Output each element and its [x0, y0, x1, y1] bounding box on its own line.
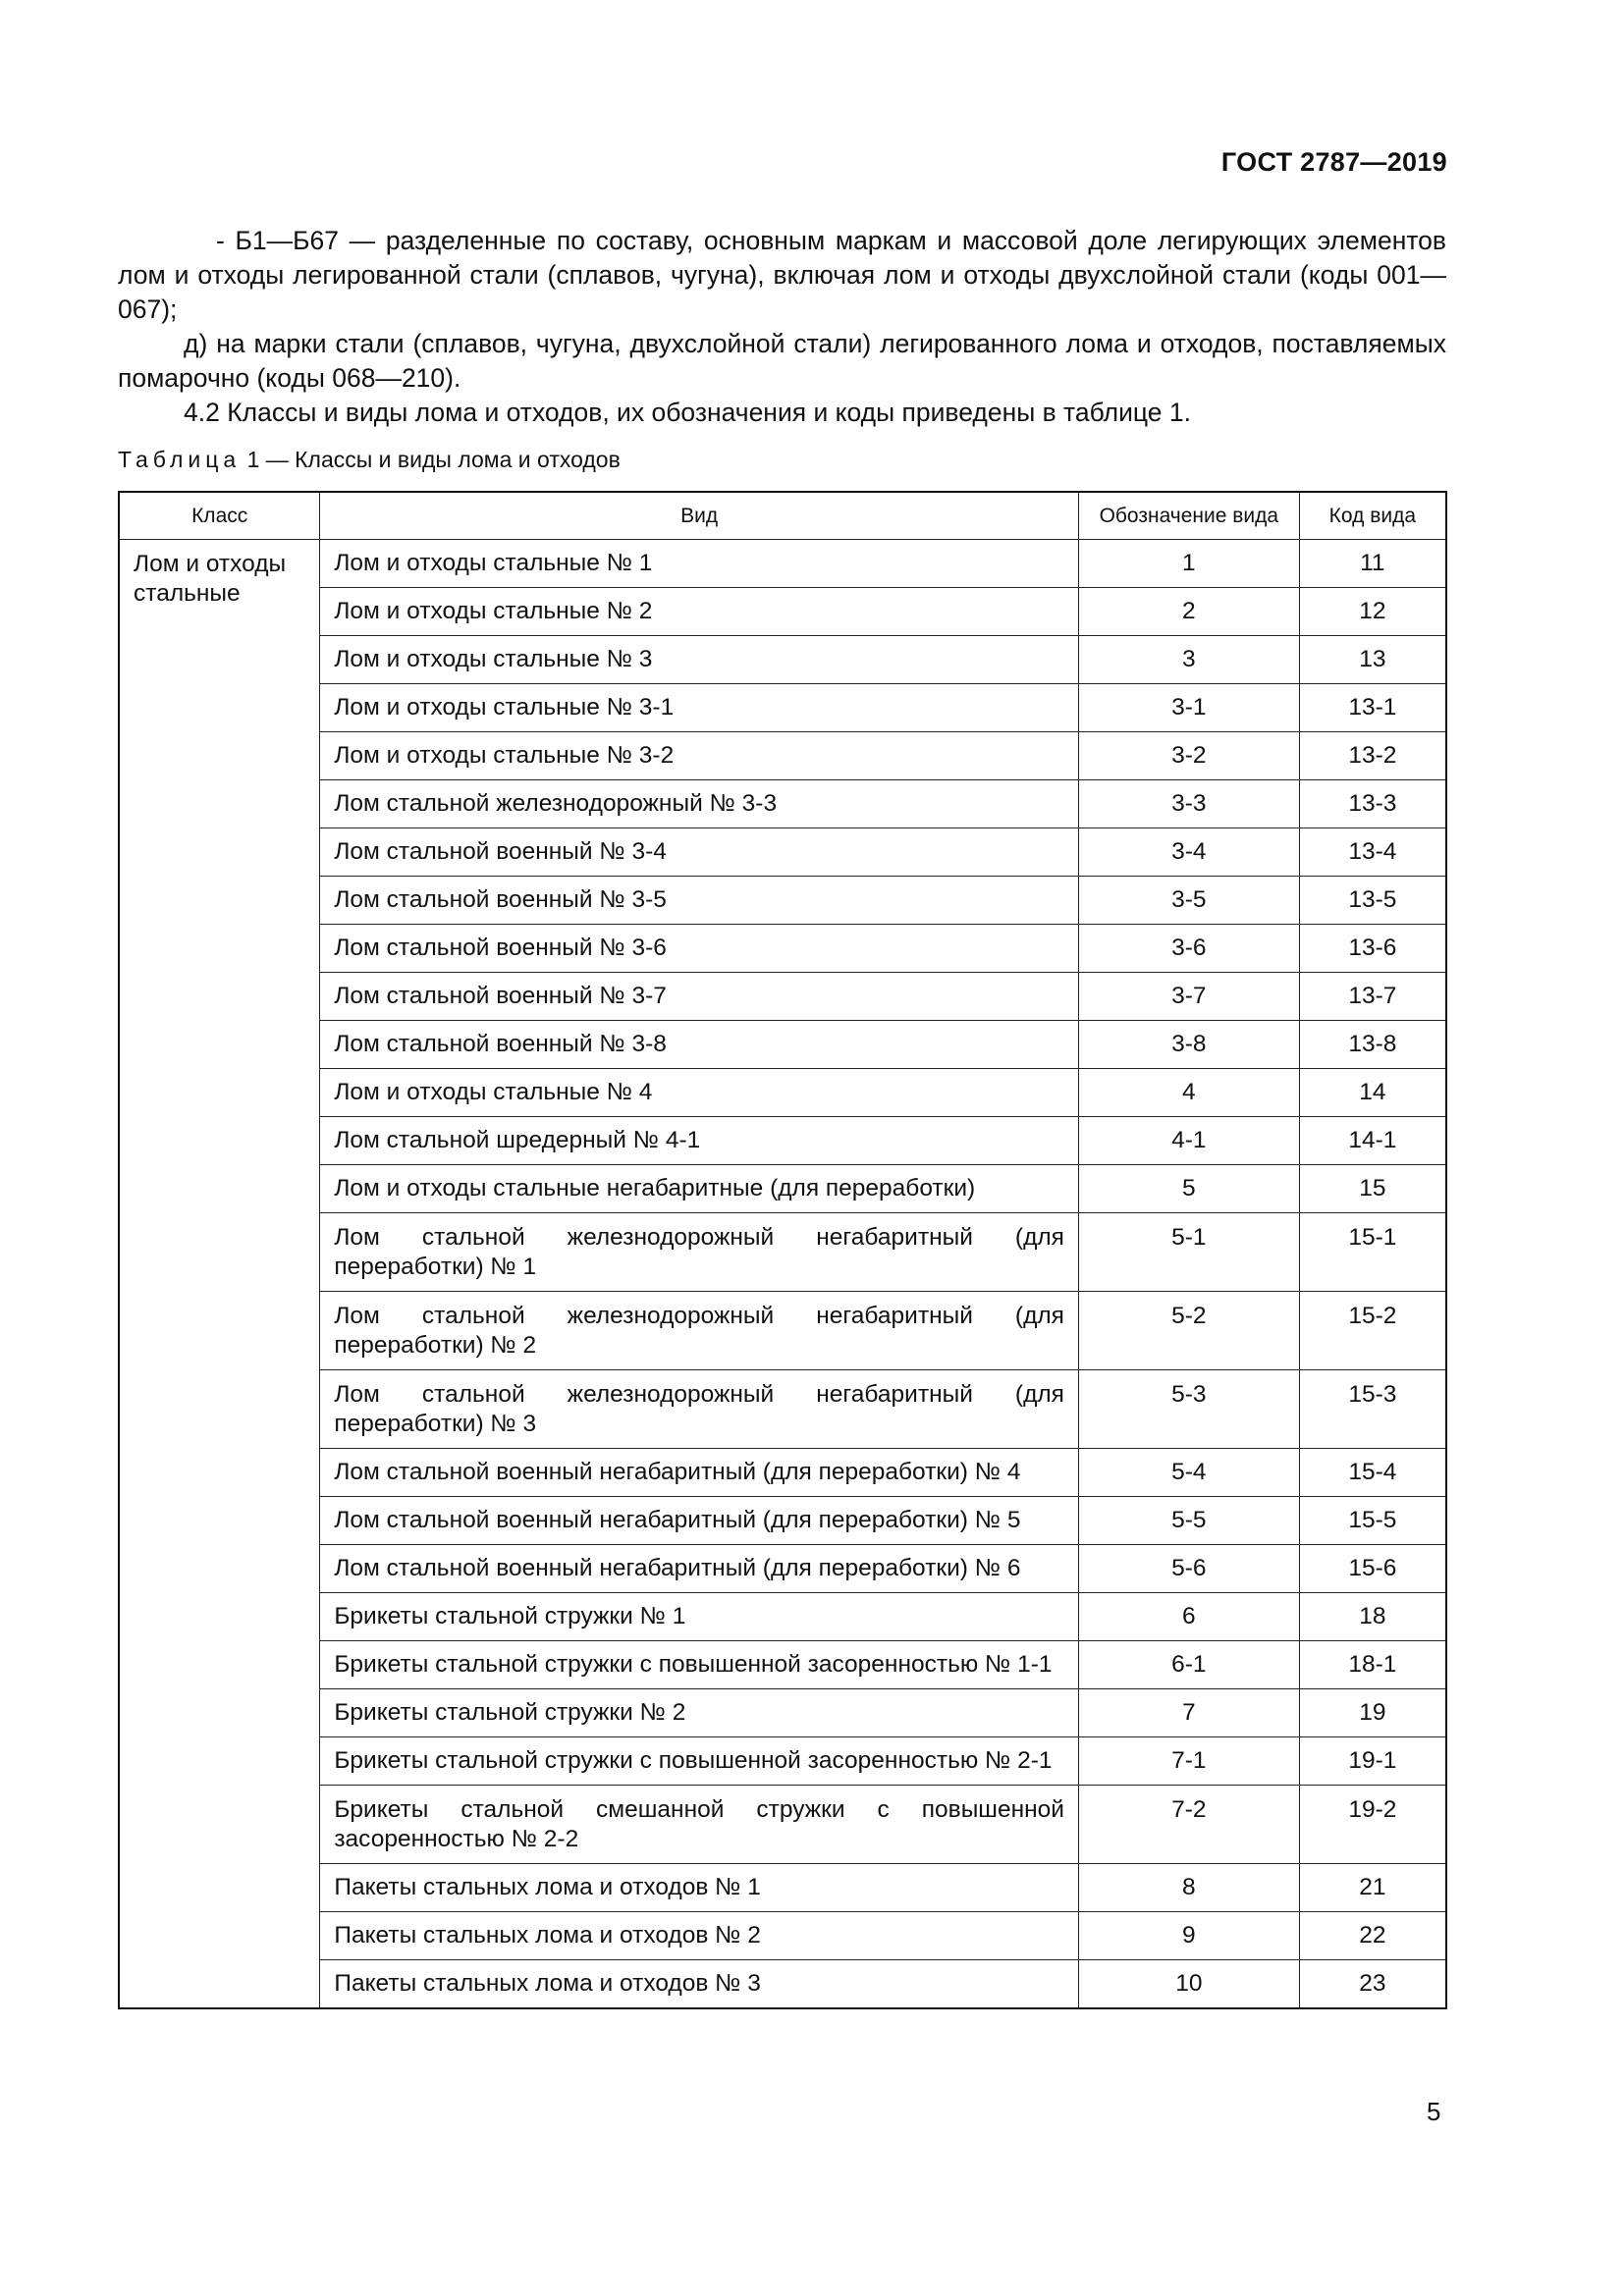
code-cell: 14-1	[1299, 1117, 1446, 1165]
designation-cell: 3	[1078, 636, 1299, 684]
designation-cell: 3-5	[1078, 877, 1299, 925]
designation-cell: 3-1	[1078, 684, 1299, 732]
designation-cell: 9	[1078, 1912, 1299, 1960]
type-cell: Лом и отходы стальные № 3	[320, 636, 1079, 684]
type-cell: Брикеты стальной стружки № 2	[320, 1689, 1079, 1737]
header-class: Класс	[119, 492, 320, 540]
type-cell: Лом стальной военный № 3-8	[320, 1021, 1079, 1069]
code-cell: 15-2	[1299, 1292, 1446, 1370]
designation-cell: 4	[1078, 1069, 1299, 1117]
code-cell: 13-4	[1299, 828, 1446, 877]
type-cell: Лом стальной железнодорожный негабаритный (для переработки) № 2	[320, 1292, 1079, 1370]
designation-cell: 3-8	[1078, 1021, 1299, 1069]
table-header-row	[119, 492, 1446, 540]
type-cell: Брикеты стальной смешанной стружки с повышенной засоренностью № 2-2	[320, 1786, 1079, 1864]
code-cell: 15-1	[1299, 1213, 1446, 1292]
paragraph-item-d: д) на марки стали (сплавов, чугуна, двухслойной стали) легированного лома и отходов, поставляемых помарочно (коды 068—210).	[118, 329, 1446, 393]
scrap-classes-table	[118, 491, 1447, 2009]
designation-cell: 7-1	[1078, 1737, 1299, 1786]
class-cell: Лом и отходы стальные	[119, 540, 320, 2008]
type-cell: Лом стальной железнодорожный негабаритный (для переработки) № 1	[320, 1213, 1079, 1292]
type-cell: Лом и отходы стальные № 4	[320, 1069, 1079, 1117]
designation-cell: 7-2	[1078, 1786, 1299, 1864]
code-cell: 19	[1299, 1689, 1446, 1737]
code-cell: 15-6	[1299, 1545, 1446, 1593]
designation-cell: 5-1	[1078, 1213, 1299, 1292]
type-cell: Лом и отходы стальные негабаритные (для переработки)	[320, 1165, 1079, 1213]
designation-cell: 10	[1078, 1960, 1299, 2008]
table-row	[119, 540, 1446, 588]
designation-cell: 3-2	[1078, 732, 1299, 780]
designation-cell: 3-3	[1078, 780, 1299, 828]
type-cell: Лом и отходы стальные № 3-2	[320, 732, 1079, 780]
header-code: Код вида	[1299, 492, 1446, 540]
table-caption-label: Таблица	[118, 447, 242, 472]
paragraph-4-2: 4.2 Классы и виды лома и отходов, их обозначения и коды приведены в таблице 1.	[184, 398, 1191, 427]
designation-cell: 3-4	[1078, 828, 1299, 877]
code-cell: 23	[1299, 1960, 1446, 2008]
table-body	[119, 540, 1446, 2008]
paragraph-alloy-codes: - Б1—Б67 — разделенные по составу, основным маркам и массовой доле легирующих элементов лом и отходы легированной стали (сплавов, чугуна), включая лом и отходы двухслойной стали (коды 001—067);	[118, 226, 1446, 324]
designation-cell: 8	[1078, 1864, 1299, 1912]
designation-cell: 2	[1078, 588, 1299, 636]
type-cell: Брикеты стальной стружки № 1	[320, 1593, 1079, 1641]
code-cell: 18	[1299, 1593, 1446, 1641]
code-cell: 11	[1299, 540, 1446, 588]
code-cell: 12	[1299, 588, 1446, 636]
code-cell: 15-5	[1299, 1497, 1446, 1545]
code-cell: 15	[1299, 1165, 1446, 1213]
designation-cell: 5	[1078, 1165, 1299, 1213]
code-cell: 13-7	[1299, 973, 1446, 1021]
type-cell: Пакеты стальных лома и отходов № 3	[320, 1960, 1079, 2008]
code-cell: 14	[1299, 1069, 1446, 1117]
type-cell: Брикеты стальной стружки с повышенной засоренностью № 1-1	[320, 1641, 1079, 1689]
type-cell: Лом и отходы стальные № 3-1	[320, 684, 1079, 732]
type-cell: Лом стальной военный негабаритный (для переработки) № 5	[320, 1497, 1079, 1545]
type-cell: Брикеты стальной стружки с повышенной засоренностью № 2-1	[320, 1737, 1079, 1786]
designation-cell: 5-2	[1078, 1292, 1299, 1370]
code-cell: 13-2	[1299, 732, 1446, 780]
designation-cell: 3-6	[1078, 925, 1299, 973]
code-cell: 18-1	[1299, 1641, 1446, 1689]
code-cell: 13-8	[1299, 1021, 1446, 1069]
code-cell: 15-4	[1299, 1449, 1446, 1497]
designation-cell: 3-7	[1078, 973, 1299, 1021]
table-caption-text: 1 — Классы и виды лома и отходов	[246, 447, 621, 472]
code-cell: 15-3	[1299, 1370, 1446, 1449]
code-cell: 13	[1299, 636, 1446, 684]
designation-cell: 5-5	[1078, 1497, 1299, 1545]
type-cell: Лом стальной военный № 3-6	[320, 925, 1079, 973]
code-cell: 13-5	[1299, 877, 1446, 925]
code-cell: 21	[1299, 1864, 1446, 1912]
code-cell: 13-3	[1299, 780, 1446, 828]
designation-cell: 7	[1078, 1689, 1299, 1737]
designation-cell: 1	[1078, 540, 1299, 588]
body-text	[118, 224, 1446, 430]
designation-cell: 6	[1078, 1593, 1299, 1641]
document-id-header: ГОСТ 2787—2019	[1220, 147, 1447, 177]
type-cell: Лом стальной военный негабаритный (для переработки) № 4	[320, 1449, 1079, 1497]
type-cell: Лом стальной военный негабаритный (для переработки) № 6	[320, 1545, 1079, 1593]
table-caption	[118, 447, 621, 473]
header-designation: Обозначение вида	[1078, 492, 1299, 540]
code-cell: 19-1	[1299, 1737, 1446, 1786]
code-cell: 22	[1299, 1912, 1446, 1960]
type-cell: Лом стальной военный № 3-5	[320, 877, 1079, 925]
type-cell: Пакеты стальных лома и отходов № 1	[320, 1864, 1079, 1912]
type-cell: Лом стальной военный № 3-4	[320, 828, 1079, 877]
type-cell: Лом стальной железнодорожный № 3-3	[320, 780, 1079, 828]
type-cell: Лом стальной военный № 3-7	[320, 973, 1079, 1021]
designation-cell: 5-6	[1078, 1545, 1299, 1593]
type-cell: Лом стальной железнодорожный негабаритный (для переработки) № 3	[320, 1370, 1079, 1449]
header-type: Вид	[320, 492, 1079, 540]
page-number: 5	[1427, 2097, 1441, 2126]
designation-cell: 5-3	[1078, 1370, 1299, 1449]
designation-cell: 6-1	[1078, 1641, 1299, 1689]
type-cell: Лом и отходы стальные № 2	[320, 588, 1079, 636]
code-cell: 13-1	[1299, 684, 1446, 732]
type-cell: Пакеты стальных лома и отходов № 2	[320, 1912, 1079, 1960]
type-cell: Лом и отходы стальные № 1	[320, 540, 1079, 588]
designation-cell: 4-1	[1078, 1117, 1299, 1165]
code-cell: 19-2	[1299, 1786, 1446, 1864]
type-cell: Лом стальной шредерный № 4-1	[320, 1117, 1079, 1165]
code-cell: 13-6	[1299, 925, 1446, 973]
designation-cell: 5-4	[1078, 1449, 1299, 1497]
